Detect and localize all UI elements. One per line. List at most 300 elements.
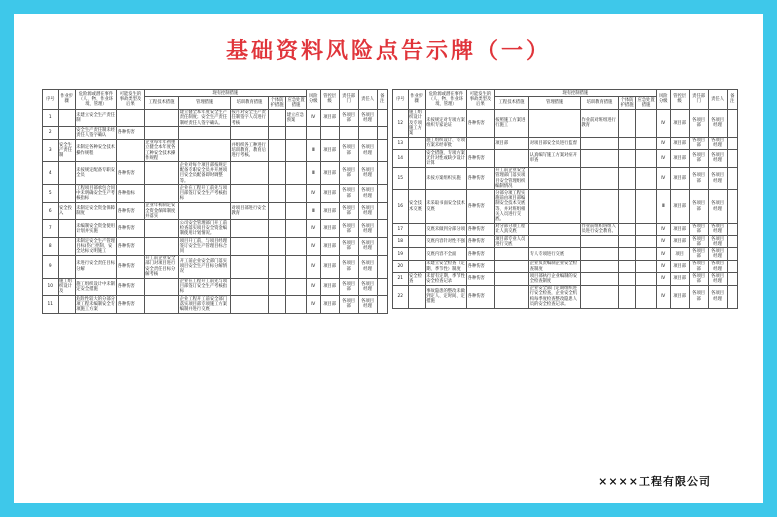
risk-level: Ⅲ	[656, 190, 670, 223]
col-stage: 作业步骤	[58, 90, 75, 110]
col-tech: 工程技术措施	[494, 97, 529, 109]
event-type: 各种伤害	[117, 127, 145, 139]
hazard: 施工组织设计中未制定安全措施	[75, 278, 116, 296]
row-number: 20	[393, 260, 409, 272]
row-number: 22	[393, 285, 409, 308]
mgmt-measure: 项目开工前，与项目经理签订安全生产管理目标合同	[179, 238, 231, 256]
control-level: 项目部	[670, 150, 689, 168]
hazard: 未按规定对专项方案组织专家论证	[425, 109, 466, 137]
table-row	[43, 139, 388, 162]
responsible-dept: 各项目部	[339, 139, 358, 162]
responsible-person: 各项目经理	[358, 162, 377, 185]
responsible-dept: 各项目部	[689, 223, 708, 235]
mgmt-measure: 项目部执行企业编制的安全检查制度	[529, 273, 581, 285]
hazard: 未采取书面安全技术交底	[425, 190, 466, 223]
event-type: 各种伤害	[467, 273, 495, 285]
responsible-person: 各项目经理	[708, 273, 727, 285]
table-row	[43, 127, 388, 139]
responsible-person: 各项目经理	[708, 223, 727, 235]
responsible-person: 各项目经理	[358, 202, 377, 220]
tech-measure	[144, 220, 179, 238]
hazard: 未进行安全责任目标分解	[75, 255, 116, 278]
tech-measure	[494, 260, 529, 272]
risk-level: Ⅳ	[656, 150, 670, 168]
ppe-measure	[618, 223, 635, 235]
mgmt-measure	[179, 127, 231, 139]
hazard: 未制定各种安全技术操作规程	[75, 139, 116, 162]
mgmt-measure: 认真编写施工方案对症开审查	[529, 150, 581, 168]
control-level: 项目部	[670, 223, 689, 235]
risk-level: Ⅳ	[306, 278, 320, 296]
note	[377, 127, 387, 139]
hazard: 未建立安全检查（定期、季节性）制度	[426, 261, 465, 272]
work-stage	[58, 127, 75, 139]
emergency-measure	[286, 296, 307, 314]
work-stage: 安全技术交底	[408, 190, 425, 223]
table-row	[43, 202, 388, 220]
row-number: 2	[43, 127, 59, 139]
risk-level: Ⅲ	[306, 162, 320, 185]
col-no: 序号	[43, 90, 59, 110]
hazard: 未按规定配备专职安全员	[75, 162, 116, 185]
event-type: 各种伤害	[117, 255, 145, 278]
note	[727, 223, 737, 235]
risk-level: Ⅲ	[306, 202, 320, 220]
row-number: 3	[43, 139, 59, 162]
table-row	[393, 137, 738, 149]
risk-table-left	[42, 89, 388, 472]
mgmt-measure: 企业对每个项目部按规定配备专职安全员并开展项目安全员配备即时调整等。	[179, 162, 231, 185]
ppe-measure	[618, 190, 635, 223]
note	[727, 285, 737, 308]
emergency-measure: 建立应急预案	[286, 109, 307, 127]
work-stage	[58, 109, 75, 127]
responsible-dept: 各项目部	[339, 220, 358, 238]
col-ctrl-level: 管控层级	[670, 90, 689, 110]
row-number: 14	[393, 150, 409, 168]
training-measure	[581, 248, 619, 260]
note	[377, 296, 387, 314]
hazard: 未建立安全生产责任制	[75, 109, 116, 127]
mgmt-measure	[529, 223, 581, 235]
risk-level: Ⅳ	[656, 109, 670, 137]
responsible-dept: 各项目部	[689, 273, 708, 285]
note	[727, 167, 737, 190]
table-row	[393, 150, 738, 168]
emergency-measure	[636, 223, 657, 235]
control-level: 项目部	[320, 220, 339, 238]
table-row	[43, 162, 388, 185]
control-level: 项目部	[320, 255, 339, 278]
hazard: 安全措施、专项方案无针对性或缺少设计计算	[426, 150, 465, 166]
event-type	[467, 137, 495, 149]
event-type	[117, 139, 145, 162]
control-level: 项目部	[320, 109, 339, 127]
responsible-dept: 各项目部	[339, 185, 358, 203]
note	[727, 273, 737, 285]
event-type: 各种伤害	[467, 109, 495, 137]
table-row	[43, 220, 388, 238]
work-stage: 安全检查	[408, 273, 425, 285]
ppe-measure	[618, 137, 635, 149]
emergency-measure	[286, 238, 307, 256]
tech-measure	[144, 109, 179, 127]
ppe-measure	[618, 273, 635, 285]
tech-measure	[144, 278, 179, 296]
col-tech: 工程技术措施	[144, 97, 179, 109]
row-number: 9	[43, 255, 59, 278]
emergency-measure	[636, 137, 657, 149]
event-type: 各种伤害	[117, 296, 145, 314]
col-level: 风险分级	[656, 90, 670, 110]
hazard: 交底内容不全面	[425, 248, 466, 260]
company-name: ××××工程有限公司	[598, 475, 711, 488]
col-stage: 作业步骤	[408, 90, 425, 110]
work-stage	[58, 255, 75, 278]
training-measure	[231, 296, 269, 314]
row-number: 8	[43, 238, 59, 256]
row-number: 13	[393, 137, 409, 149]
col-emerg: 应急处置措施	[287, 97, 305, 108]
row-number: 21	[393, 273, 409, 285]
work-stage	[408, 137, 425, 149]
emergency-measure	[636, 236, 657, 248]
tech-measure: 企业每年年初重立健全本年度各工种安全技术操作规程	[144, 139, 179, 162]
mgmt-measure: 企业负责编制企业安全检查制度	[529, 260, 581, 272]
risk-level	[306, 127, 320, 139]
mgmt-measure: 企业在工程开工前先与项目部签订安全生产考核指标	[179, 185, 231, 203]
note	[377, 139, 387, 162]
risk-level: Ⅳ	[306, 238, 320, 256]
event-type: 各种伤害	[467, 167, 495, 190]
control-level: 项目部	[670, 137, 689, 149]
training-measure	[581, 273, 619, 285]
ppe-measure	[268, 162, 285, 185]
note	[727, 109, 737, 137]
table-row	[393, 248, 738, 260]
responsible-dept: 各项目部	[689, 248, 708, 260]
work-stage	[58, 238, 75, 256]
training-measure: 并组织各工种进行培训教育，教育后进行考核。	[231, 139, 269, 162]
col-event: 可能发生的事故类型及后果	[467, 90, 495, 110]
responsible-dept: 各项目部	[689, 190, 708, 223]
mgmt-measure	[529, 109, 581, 137]
mgmt-measure: 企业工程开工前安全部门落实项目部专项施工方案编制并进行交底	[179, 296, 231, 314]
event-type: 各种伤害	[467, 236, 495, 248]
responsible-dept: 各项目部	[689, 285, 708, 308]
emergency-measure	[636, 248, 657, 260]
col-train: 培训教育措施	[231, 97, 269, 109]
table-row	[43, 296, 388, 314]
note	[377, 162, 387, 185]
responsible-dept	[339, 127, 358, 139]
responsible-person: 各项目经理	[358, 139, 377, 162]
note	[377, 109, 387, 127]
emergency-measure	[286, 185, 307, 203]
emergency-measure	[286, 127, 307, 139]
control-level: 项目部	[320, 296, 339, 314]
ppe-measure	[618, 248, 635, 260]
control-level: 项目部	[320, 139, 339, 162]
risk-level: Ⅳ	[306, 109, 320, 127]
risk-level: Ⅳ	[306, 220, 320, 238]
emergency-measure	[636, 273, 657, 285]
control-level: 项目部	[320, 202, 339, 220]
row-number: 11	[43, 296, 59, 314]
hazard: 交底未做到分部分项	[425, 223, 466, 235]
note	[377, 278, 387, 296]
event-type: 各种伤害	[467, 190, 495, 223]
row-number: 19	[393, 248, 409, 260]
note	[377, 255, 387, 278]
table-row	[393, 273, 738, 285]
note	[377, 202, 387, 220]
event-type: 各种伤害	[467, 248, 495, 260]
col-note: 备注	[377, 90, 387, 110]
event-type: 各种伤害	[117, 220, 145, 238]
mgmt-measure: 专人专项进行交底	[529, 248, 581, 260]
sign-board	[14, 14, 763, 503]
responsible-person: 各项目经理	[708, 109, 727, 137]
note	[727, 150, 737, 168]
tech-measure	[494, 150, 529, 168]
col-dept: 责任部门	[689, 90, 708, 110]
ppe-measure	[268, 278, 285, 296]
responsible-person: 各项目经理	[708, 260, 727, 272]
page-title: 基础资料风险点告示牌（一）	[225, 38, 551, 64]
risk-level: Ⅲ	[306, 139, 320, 162]
tech-measure: 对分部分项工程让人真交底	[494, 223, 529, 235]
work-stage	[58, 296, 75, 314]
col-ctrl-level: 管控层级	[320, 90, 339, 110]
ppe-measure	[618, 236, 635, 248]
work-stage	[408, 223, 425, 235]
work-stage	[58, 185, 75, 203]
risk-level: Ⅳ	[656, 285, 670, 308]
training-measure	[231, 127, 269, 139]
event-type: 各种伤害	[117, 238, 145, 256]
hazard: 事故隐患的整改未做到定人、定时间、定措施	[425, 285, 466, 308]
training-measure	[581, 167, 619, 190]
risk-level: Ⅳ	[306, 296, 320, 314]
tech-measure	[144, 238, 179, 256]
hazard: 未制定安全资金保障制度	[75, 202, 116, 220]
hazard: 未按方案组织实施	[425, 167, 466, 190]
ppe-measure	[618, 285, 635, 308]
responsible-dept: 各项目部	[339, 238, 358, 256]
note	[727, 260, 737, 272]
responsible-person: 各项目经理	[708, 248, 727, 260]
note	[727, 137, 737, 149]
emergency-measure	[636, 285, 657, 308]
row-number: 18	[393, 236, 409, 248]
work-stage: 安全生产责任制	[58, 139, 75, 162]
ppe-measure	[268, 238, 285, 256]
ppe-measure	[268, 139, 285, 162]
hazard: 未制定安全生产管理目标(伤亡控制、安全达标文明施工	[76, 238, 115, 254]
responsible-person: 各项目经理	[358, 109, 377, 127]
training-measure	[231, 278, 269, 296]
work-stage	[408, 150, 425, 168]
hazard: 安全生产责任制未经责任人签字确认	[76, 127, 115, 138]
risk-level: Ⅳ	[656, 248, 670, 260]
risk-level: Ⅳ	[656, 260, 670, 272]
mgmt-measure	[179, 139, 231, 162]
emergency-measure	[636, 190, 657, 223]
col-train: 培训教育措施	[581, 97, 619, 109]
row-number: 12	[393, 109, 409, 137]
col-mgmt: 管理措施	[529, 97, 581, 109]
ppe-measure	[268, 220, 285, 238]
responsible-dept: 各项目部	[689, 260, 708, 272]
responsible-dept: 各项目部	[689, 150, 708, 168]
tech-measure	[144, 296, 179, 314]
training-measure: 作业前对班组进行教育	[581, 109, 619, 137]
row-number: 1	[43, 109, 59, 127]
table-row	[43, 238, 388, 256]
row-number: 16	[393, 190, 409, 223]
training-measure: 按月对安全生产责任制签字人员进行考核	[231, 109, 269, 127]
col-ppe: 个体防护措施	[618, 97, 635, 109]
table-row	[393, 190, 738, 223]
tech-measure: 分部分项工程实施前由项目部编制安全技术交底等，并对班组相关人员进行交底。	[494, 190, 529, 223]
event-type	[117, 109, 145, 127]
col-level: 风险分级	[306, 90, 320, 110]
hazard: 未留有定期、季节性安全检查记录	[426, 273, 465, 284]
training-measure	[231, 185, 269, 203]
work-stage	[58, 220, 75, 238]
responsible-dept: 各项目部	[339, 162, 358, 185]
event-type: 各种伤害	[467, 260, 495, 272]
mgmt-measure	[529, 190, 581, 223]
event-type: 各种伤害	[467, 150, 495, 168]
hazard: 未编制安全资金使用计划并实施	[75, 220, 116, 238]
control-level: 项目部	[670, 285, 689, 308]
mgmt-measure	[179, 202, 231, 220]
work-stage: 施工组织设计及	[58, 278, 75, 296]
control-level: 项目部	[670, 190, 689, 223]
control-level: 项目部	[670, 273, 689, 285]
row-number: 5	[43, 185, 59, 203]
row-number: 6	[43, 202, 59, 220]
hazard: 工程项目部承包合同中未明确安全生产考核指标	[76, 185, 115, 202]
emergency-measure	[636, 150, 657, 168]
ppe-measure	[618, 109, 635, 137]
col-person: 责任人	[708, 90, 727, 110]
risk-level: Ⅳ	[656, 236, 670, 248]
ppe-measure	[268, 109, 285, 127]
mgmt-measure: 建立健全本年度安全生产责任制度；安全生产责任制经责任人签字确认。	[179, 109, 231, 127]
responsible-dept: 各项目部	[689, 109, 708, 137]
responsible-person: 各项目经理	[708, 167, 727, 190]
control-level: 项目部	[320, 238, 339, 256]
col-mgmt: 管理措施	[179, 97, 231, 109]
col-note: 备注	[727, 90, 737, 110]
table-row	[393, 260, 738, 272]
work-stage	[408, 236, 425, 248]
responsible-person	[358, 127, 377, 139]
col-controls: 现有控制措施	[494, 90, 656, 97]
risk-level: Ⅳ	[306, 185, 320, 203]
emergency-measure	[636, 109, 657, 137]
table-row	[43, 109, 388, 127]
training-measure: 作业前组织班组人员进行安全教育。	[581, 223, 619, 235]
note	[727, 190, 737, 223]
event-type: 各种伤害	[467, 285, 495, 308]
risk-table-right	[392, 89, 738, 472]
tech-measure: 开工前企业安全部门对项目进行安全责任目标分解考核	[144, 255, 179, 278]
tech-measure: 开工前企业安全管理部门落实项目安全管理组织编制情况	[494, 167, 529, 190]
ppe-measure	[268, 185, 285, 203]
table-row	[393, 236, 738, 248]
hazard: 交底内容针对性不强	[425, 236, 466, 248]
responsible-dept: 各项目部	[689, 236, 708, 248]
event-type: 各种伤害	[467, 223, 495, 235]
ppe-measure	[618, 260, 635, 272]
responsible-dept: 各项目部	[689, 137, 708, 149]
note	[727, 236, 737, 248]
mgmt-measure: 开工前企业安全部门落实项目安全生产目标分解情况	[179, 255, 231, 278]
control-level: 项目部	[670, 167, 689, 190]
responsible-person: 各项目经理	[708, 236, 727, 248]
tech-measure	[494, 285, 529, 308]
control-level: 项目部	[320, 185, 339, 203]
control-level: 项目部	[670, 260, 689, 272]
event-type: 各种伤害	[117, 202, 145, 220]
training-measure	[231, 238, 269, 256]
training-measure	[581, 285, 619, 308]
tech-measure: 企业年初制定安全资金保障制度并落实	[144, 202, 179, 220]
responsible-person: 各项目经理	[708, 137, 727, 149]
training-measure: 对项目部进行安全教育	[231, 202, 269, 220]
training-measure	[581, 190, 619, 223]
mgmt-measure: 企业在工程开工前先与项目部签订安全生产考核指标	[179, 278, 231, 296]
responsible-person: 各项目经理	[358, 238, 377, 256]
control-level: 项目部	[320, 162, 339, 185]
ppe-measure	[618, 167, 635, 190]
responsible-person: 各项目经理	[358, 220, 377, 238]
responsible-person: 各项目经理	[358, 296, 377, 314]
training-measure	[581, 260, 619, 272]
responsible-person: 各项目经理	[358, 255, 377, 278]
col-controls: 现有控制措施	[144, 90, 306, 97]
table-row	[393, 109, 738, 137]
note	[377, 238, 387, 256]
emergency-measure	[286, 139, 307, 162]
training-measure	[581, 236, 619, 248]
risk-level: Ⅳ	[656, 137, 670, 149]
tech-measure: 项目部	[494, 137, 529, 149]
ppe-measure	[268, 296, 285, 314]
emergency-measure	[286, 202, 307, 220]
note	[727, 248, 737, 260]
col-no: 序号	[393, 90, 409, 110]
work-stage	[408, 260, 425, 272]
col-ppe: 个体防护措施	[268, 97, 285, 109]
ppe-measure	[618, 150, 635, 168]
emergency-measure	[286, 220, 307, 238]
tech-measure	[144, 162, 179, 185]
responsible-person: 各项目经理	[708, 285, 727, 308]
row-number: 7	[43, 220, 59, 238]
work-stage	[408, 167, 425, 190]
row-number: 15	[393, 167, 409, 190]
row-number: 4	[43, 162, 59, 185]
work-stage	[408, 248, 425, 260]
col-hazard: 危险源或潜在事件（人、物、作业环境、管理）	[75, 90, 116, 110]
tech-measure	[144, 127, 179, 139]
event-type: 各种伤害	[117, 278, 145, 296]
